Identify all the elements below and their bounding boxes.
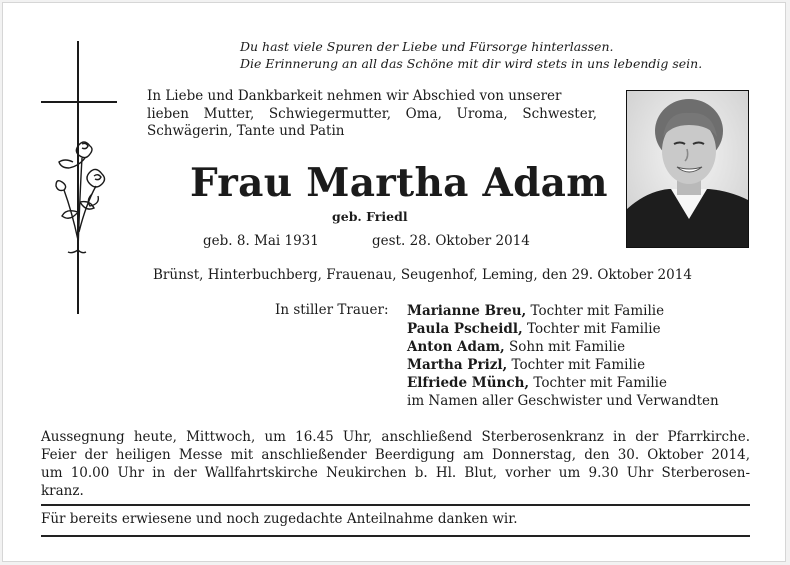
mourner-relation: Tochter mit Familie — [529, 375, 667, 391]
mourner-name: Marianne Breu, — [407, 303, 527, 319]
intro-text — [147, 88, 597, 141]
mourner-row — [407, 302, 719, 320]
mourners-label: In stiller Trauer: — [275, 302, 389, 318]
quote-line-2: Die Erinnerung an all das Schöne mit dir wird stets in uns lebendig sein. — [240, 56, 703, 71]
maiden-name: geb. Friedl — [332, 209, 408, 224]
divider — [41, 535, 750, 537]
portrait-photo — [626, 90, 749, 248]
mourner-relation: Tochter mit Familie — [507, 357, 646, 373]
mourner-relation: Tochter mit Familie — [526, 303, 665, 319]
intro-line-3: Schwägerin, Tante und Patin — [147, 123, 345, 139]
mourner-name: Elfriede Münch, — [407, 375, 530, 391]
mourner-row — [407, 320, 719, 338]
mourner-relation: Sohn mit Familie — [504, 339, 626, 355]
intro-line-1: In Liebe und Dankbarkeit nehmen wir Abschied von unserer — [147, 88, 562, 104]
mourner-row — [407, 374, 719, 392]
mourners-list — [407, 302, 719, 410]
birth-date: geb. 8. Mai 1931 — [203, 233, 319, 249]
mourner-name: Paula Pscheidl, — [407, 321, 523, 337]
death-date: gest. 28. Oktober 2014 — [372, 233, 530, 249]
service-line-4: kranz. — [41, 483, 84, 499]
divider — [41, 504, 750, 506]
service-line-2: Feier der heiligen Messe mit anschließender Beerdigung am Donnerstag, den 30. Oktober 2014, — [41, 447, 750, 463]
quote-line-1: Du hast viele Spuren der Liebe und Fürsorge hinterlassen. — [240, 39, 614, 54]
service-line-3: um 10.00 Uhr in der Wallfahrtskirche Neukirchen b. Hl. Blut, vorher um 9.30 Uhr Sterberosen- — [41, 465, 750, 481]
mourner-row — [407, 356, 719, 374]
roses-icon — [52, 132, 112, 257]
mourner-name: Anton Adam, — [407, 339, 505, 355]
service-line-1: Aussegnung heute, Mittwoch, um 16.45 Uhr, anschließend Sterberosenkranz in der Pfarrkirche. — [41, 429, 750, 445]
cross-crossbar — [41, 101, 117, 103]
intro-line-2: lieben Mutter, Schwiegermutter, Oma, Uroma, Schwester, — [147, 105, 597, 122]
service-details — [41, 428, 750, 500]
deceased-name: Frau Martha Adam — [190, 160, 608, 206]
mourner-relation: Tochter mit Familie — [522, 321, 661, 337]
thanks-text: Für bereits erwiesene und noch zugedachte Anteilnahme danken wir. — [41, 511, 518, 527]
place-and-date: Brünst, Hinterbuchberg, Frauenau, Seugenhof, Leming, den 29. Oktober 2014 — [153, 267, 692, 283]
mourners-closing: im Namen aller Geschwister und Verwandten — [407, 393, 719, 409]
mourner-name: Martha Prizl, — [407, 357, 508, 373]
mourner-row — [407, 338, 719, 356]
